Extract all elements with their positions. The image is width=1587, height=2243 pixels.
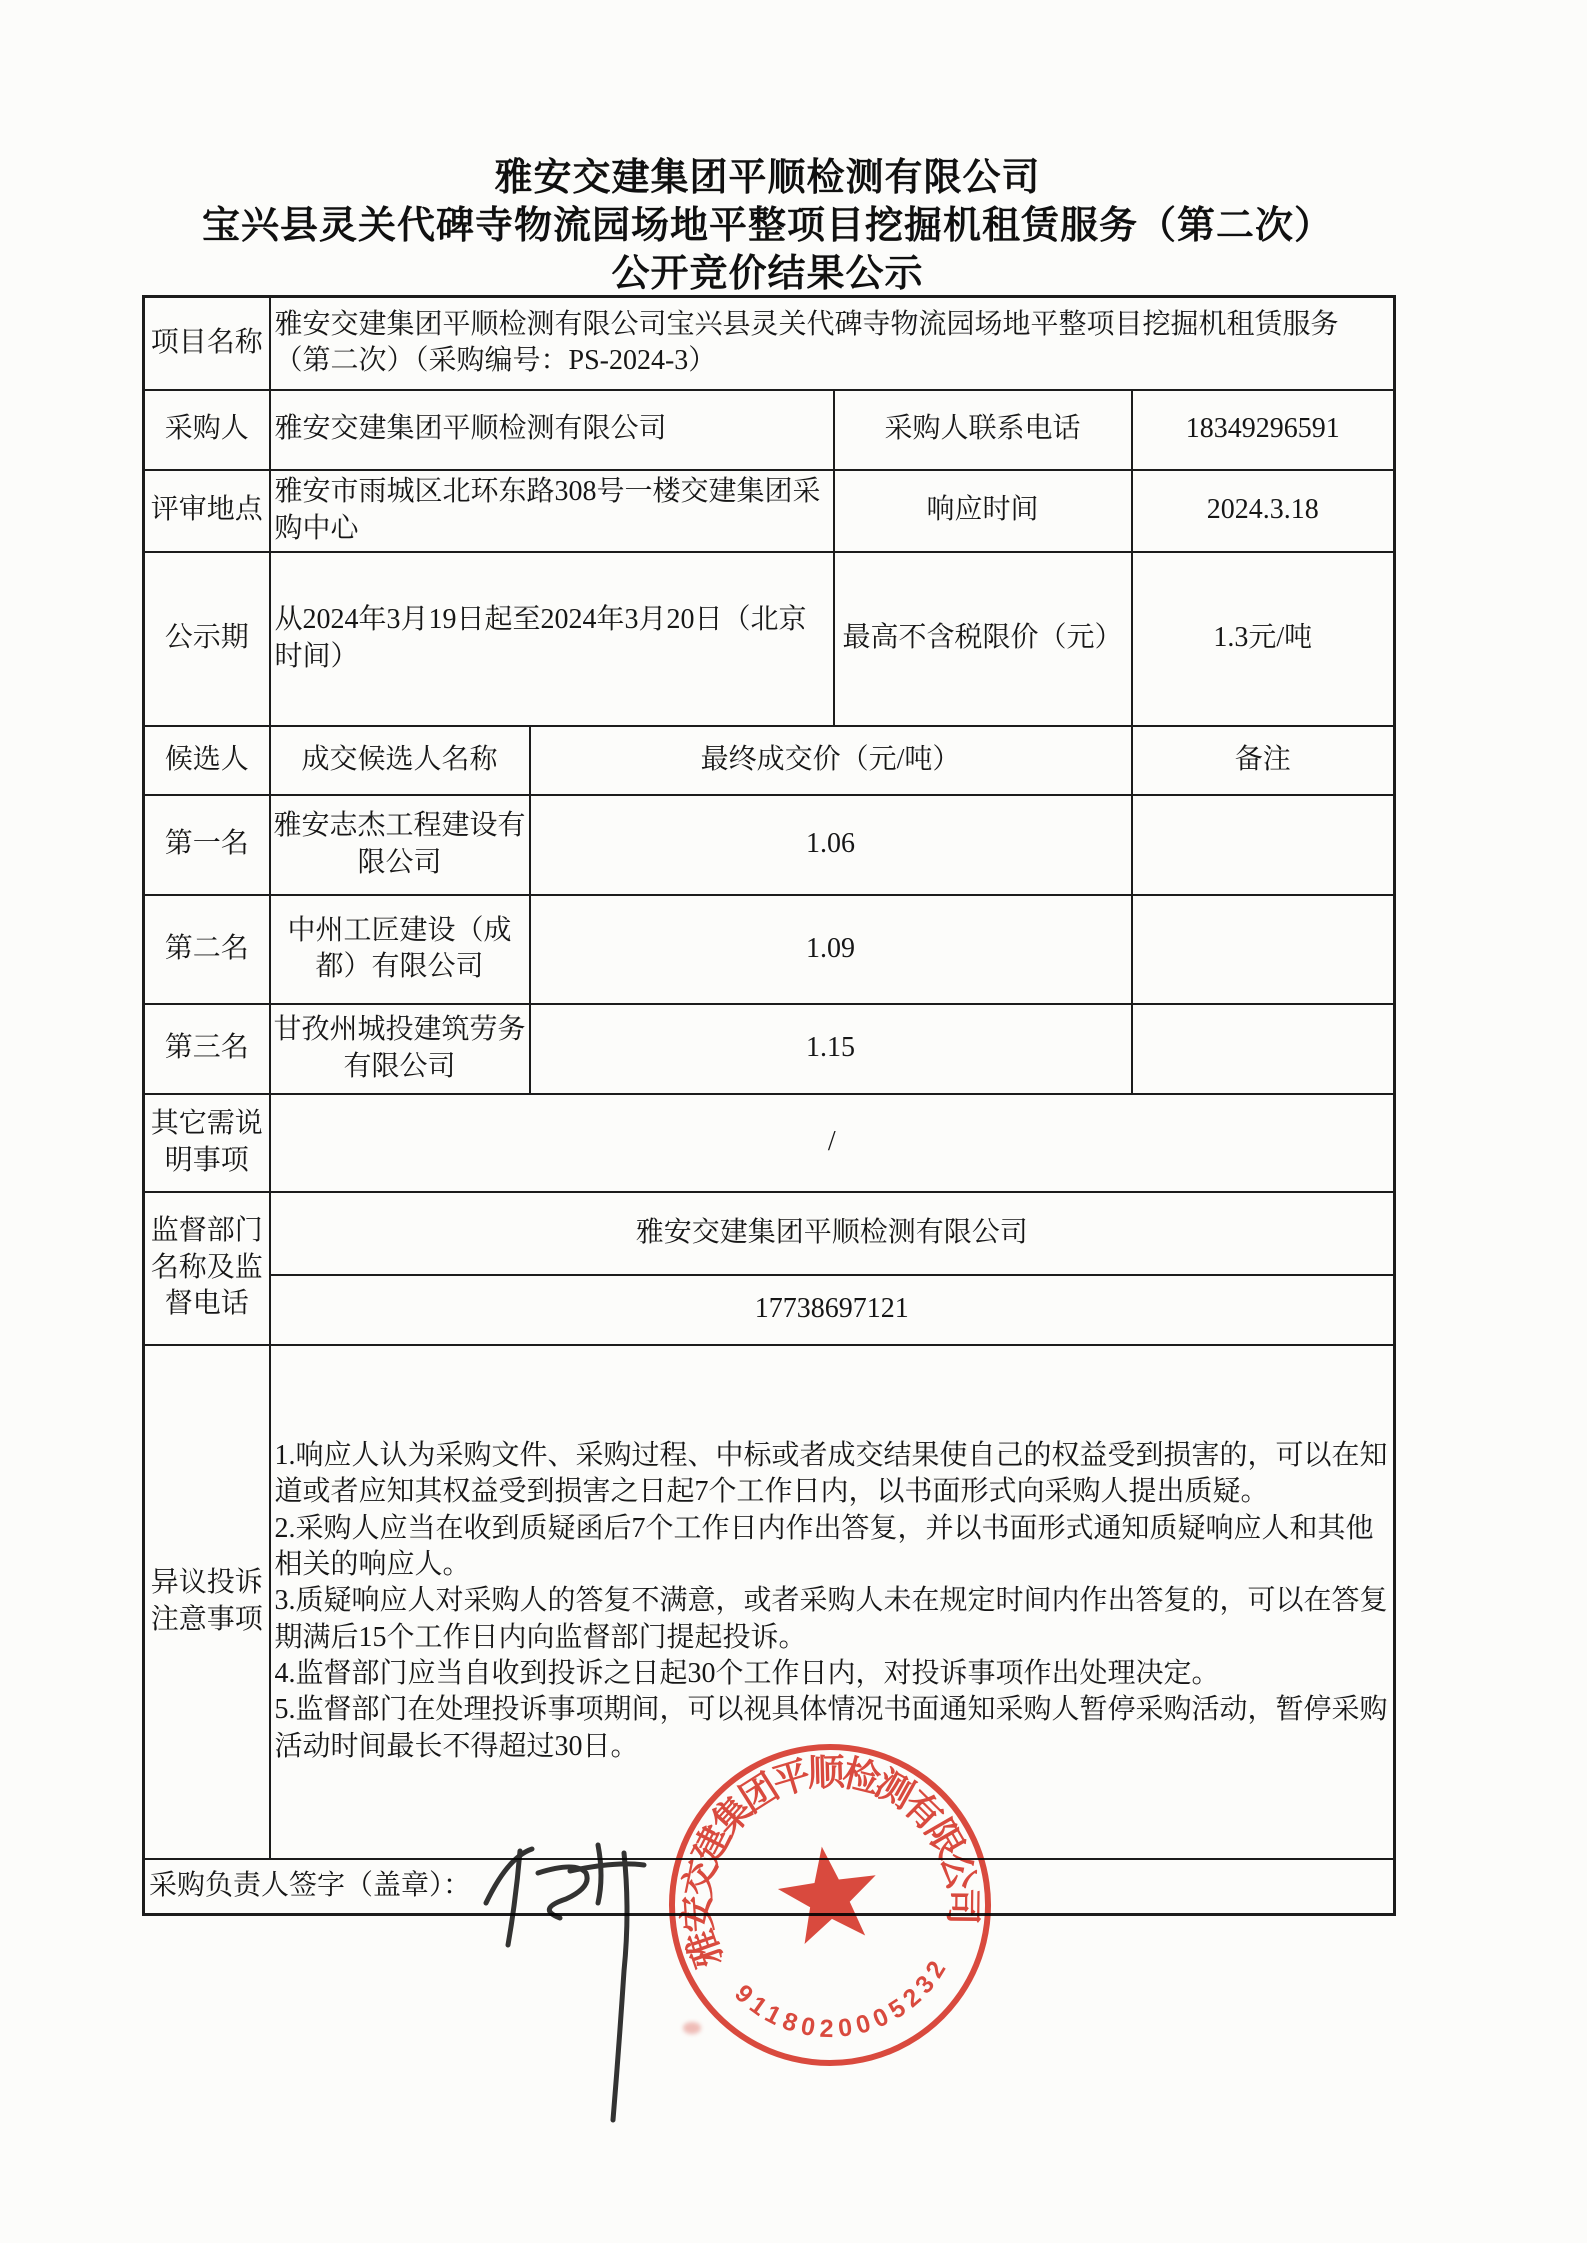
- title-line-2: 宝兴县灵关代碑寺物流园场地平整项目挖掘机租赁服务（第二次）: [201, 205, 1333, 247]
- document-title: [142, 154, 1393, 298]
- other-notes-label: 其它需说明事项: [144, 1094, 270, 1192]
- rank-3-note: [1132, 1004, 1395, 1094]
- objection-label: 异议投诉注意事项: [144, 1345, 270, 1859]
- rank-2-label: 第二名: [144, 895, 270, 1004]
- signature-label: 采购负责人签字（盖章）：: [144, 1859, 1395, 1915]
- project-name-label: 项目名称: [144, 297, 270, 390]
- candidates-header-row: [144, 726, 1395, 795]
- rank-1-name: 雅安志杰工程建设有限公司: [270, 795, 530, 895]
- table-row: [144, 1275, 1395, 1345]
- objection-item-4: 4.监督部门应当自收到投诉之日起30个工作日内，对投诉事项作出处理决定。: [274, 1658, 1220, 1690]
- seal-graphic: [638, 1713, 1022, 2097]
- rank-2-name: 中州工匠建设（成都）有限公司: [270, 895, 530, 1004]
- objection-item-1: 1.响应人认为采购文件、采购过程、中标或者成交结果使自己的权益受到损害的，可以在知道或者应知其权益受到损害之日起7个工作日内，以书面形式向采购人提出质疑。: [274, 1439, 1388, 1508]
- table-row: [144, 1094, 1395, 1192]
- rank-2-note: [1132, 895, 1395, 1004]
- note-header: 备注: [1132, 726, 1395, 795]
- purchaser-phone-value: 18349296591: [1132, 390, 1395, 470]
- rank-1-price: 1.06: [530, 795, 1132, 895]
- price-cap-value: 1.3元/吨: [1132, 552, 1395, 726]
- company-seal: [638, 1713, 1022, 2097]
- candidate-row-2: [144, 895, 1395, 1004]
- purchaser-label: 采购人: [144, 390, 270, 470]
- candidate-row-1: [144, 795, 1395, 895]
- rank-1-label: 第一名: [144, 795, 270, 895]
- ink-smudge: [683, 2022, 701, 2034]
- rank-2-price: 1.09: [530, 895, 1132, 1004]
- response-time-value: 2024.3.18: [1132, 470, 1395, 552]
- publicity-period-label: 公示期: [144, 552, 270, 726]
- seal-code-text: 9118020005232: [729, 1956, 952, 2044]
- publicity-period-value: 从2024年3月19日起至2024年3月20日（北京时间）: [270, 552, 834, 726]
- candidate-name-header: 成交候选人名称: [270, 726, 530, 795]
- supervision-label: 监督部门名称及监督电话: [144, 1192, 270, 1345]
- rank-1-note: [1132, 795, 1395, 895]
- seal-company-text: 雅安交建集团平顺检测有限公司: [676, 1751, 984, 1973]
- objection-item-2: 2.采购人应当在收到质疑函后7个工作日内作出答复，并以书面形式通知质疑响应人和其他相关的响应人。: [274, 1512, 1374, 1580]
- supervision-name: 雅安交建集团平顺检测有限公司: [270, 1192, 1395, 1275]
- supervision-phone: 17738697121: [270, 1275, 1395, 1345]
- objection-item-5: 5.监督部门在处理投诉事项期间，可以视具体情况书面通知采购人暂停采购活动，暂停采购活动时间最长不得超过30日。: [274, 1694, 1388, 1762]
- purchaser-value: 雅安交建集团平顺检测有限公司: [270, 390, 834, 470]
- final-price-header: 最终成交价（元/吨）: [530, 726, 1132, 795]
- result-table: [142, 295, 1396, 1916]
- table-row: [144, 390, 1395, 470]
- price-cap-label: 最高不含税限价（元）: [834, 552, 1132, 726]
- objection-item-3: 3.质疑响应人对采购人的答复不满意，或者采购人未在规定时间内作出答复的，可以在答复期满后15个工作日内向监督部门提起投诉。: [274, 1585, 1388, 1653]
- rank-3-price: 1.15: [530, 1004, 1132, 1094]
- purchaser-phone-label: 采购人联系电话: [834, 390, 1132, 470]
- table-row: [144, 297, 1395, 390]
- review-location-value: 雅安市雨城区北环东路308号一楼交建集团采购中心: [270, 470, 834, 552]
- rank-3-name: 甘孜州城投建筑劳务有限公司: [270, 1004, 530, 1094]
- review-location-label: 评审地点: [144, 470, 270, 552]
- candidate-row-3: [144, 1004, 1395, 1094]
- seal-star: [773, 1840, 884, 1947]
- table-row: [144, 1192, 1395, 1275]
- svg-text:9118020005232: [727, 1951, 959, 2057]
- table-row: [144, 552, 1395, 726]
- project-name-value: 雅安交建集团平顺检测有限公司宝兴县灵关代碑寺物流园场地平整项目挖掘机租赁服务（第二次）（采购编号：PS-2024-3）: [270, 297, 1395, 390]
- title-line-1: 雅安交建集团平顺检测有限公司: [494, 157, 1041, 199]
- title-line-3: 公开竞价结果公示: [611, 253, 924, 295]
- table-row: [144, 470, 1395, 552]
- other-notes-value: /: [270, 1094, 1395, 1192]
- rank-3-label: 第三名: [144, 1004, 270, 1094]
- response-time-label: 响应时间: [834, 470, 1132, 552]
- candidate-col-header: 候选人: [144, 726, 270, 795]
